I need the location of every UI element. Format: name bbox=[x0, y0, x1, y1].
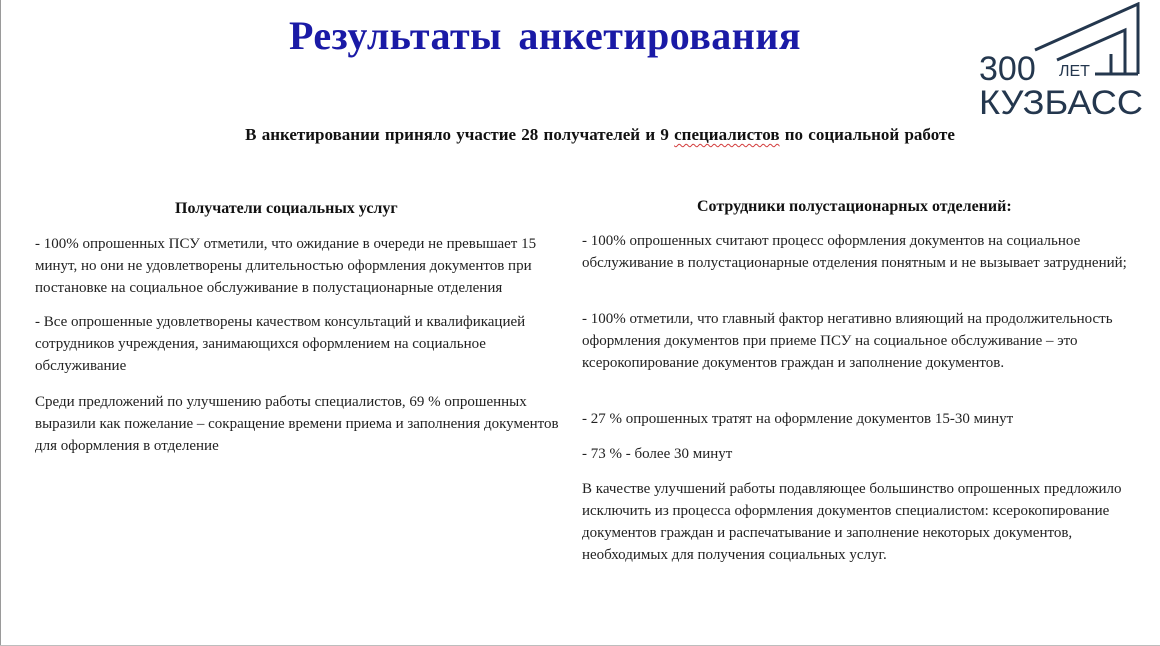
right-paragraph-3: - 27 % опрошенных тратят на оформление документов 15-30 минут bbox=[582, 411, 1014, 427]
left-paragraph-1: - 100% опрошенных ПСУ отметили, что ожидание в очереди не превышает 15 минут, но они не удовлетворены длительностью оформления документов при постановке на социальное обслуживание в полустационарные отделения bbox=[35, 236, 537, 296]
logo-number: 300 bbox=[979, 50, 1036, 88]
right-paragraph-4: - 73 % - более 30 минут bbox=[582, 446, 733, 462]
subtitle-text-start: В анкетировании приняло участие 28 получателей и 9 bbox=[245, 125, 675, 144]
slide-subtitle bbox=[0, 125, 1160, 145]
logo-word-bottom: КУЗБАСС bbox=[979, 84, 1143, 120]
logo-word-top: ЛЕТ bbox=[1059, 63, 1090, 80]
slide-left-border bbox=[0, 0, 1, 646]
spellcheck-marked-word: специалистов bbox=[674, 125, 780, 144]
right-column-heading: Сотрудники полустационарных отделений: bbox=[697, 198, 1012, 215]
left-column-heading: Получатели социальных услуг bbox=[175, 200, 398, 217]
right-paragraph-2: - 100% отметили, что главный фактор негативно влияющий на продолжительность оформления документов при приеме ПСУ на социальное обслуживание – это ксерокопирование документов граждан и заполнение документов. bbox=[582, 311, 1113, 371]
subtitle-text-end: по социальной работе bbox=[779, 125, 955, 144]
right-paragraph-5: В качестве улучшений работы подавляющее большинство опрошенных предложило исключить из процесса оформления документов специалистом: ксерокопирование документов граждан и распечатывание и заполнение некоторых документов, необходимых для получения социальных услуг. bbox=[582, 481, 1122, 563]
slide-title: Результаты анкетирования bbox=[288, 13, 802, 58]
kuzbass-300-logo bbox=[975, 2, 1147, 120]
left-paragraph-3: Среди предложений по улучшению работы специалистов, 69 % опрошенных выразили как пожелание – сокращение времени приема и заполнения документов для оформления в отделение bbox=[35, 394, 559, 454]
right-paragraph-1: - 100% опрошенных считают процесс оформления документов на социальное обслуживание в полустационарные отделения понятным и не вызывает затруднений; bbox=[582, 233, 1127, 271]
left-paragraph-2: - Все опрошенные удовлетворены качеством консультаций и квалификацией сотрудников учреждения, занимающихся оформлением на социальное обслуживание bbox=[35, 314, 526, 374]
